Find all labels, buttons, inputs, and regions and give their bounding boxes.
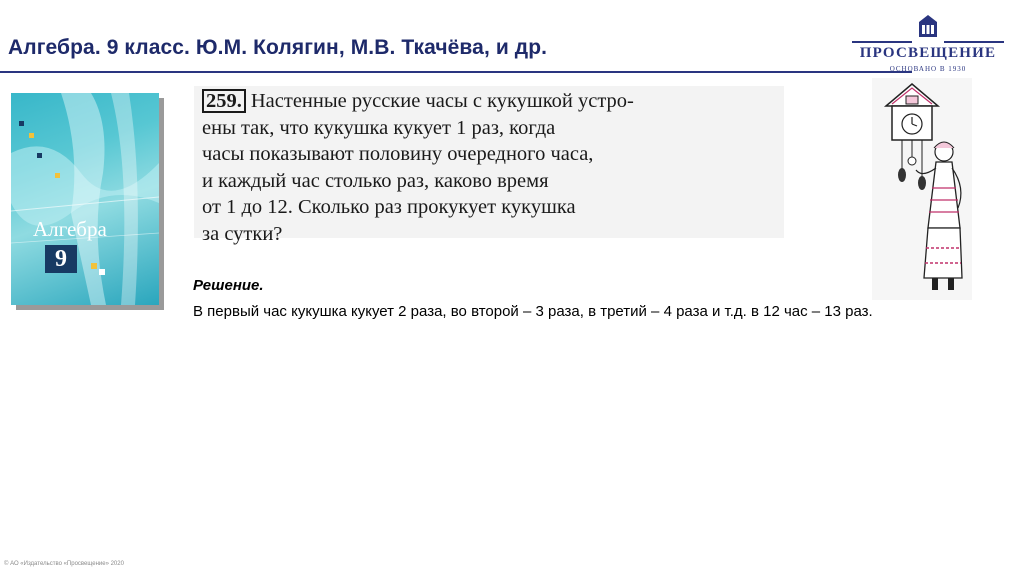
publisher-founded: ОСНОВАНО В 1930 bbox=[889, 65, 967, 73]
building-icon bbox=[918, 14, 938, 38]
problem-line bbox=[202, 88, 780, 115]
cover-grade: 9 bbox=[45, 245, 77, 273]
solution-heading: Решение. bbox=[193, 277, 264, 294]
cover-art bbox=[11, 93, 159, 305]
problem-line: и каждый час столько раз, каково время bbox=[202, 169, 549, 192]
publisher-name: ПРОСВЕЩЕНИЕ bbox=[859, 45, 997, 61]
publisher-logo bbox=[848, 12, 1008, 76]
problem-line-text: Настенные русские часы с кукушкой устро- bbox=[250, 90, 634, 112]
logo-rule-right bbox=[944, 41, 1004, 43]
slide-title: Алгебра. 9 класс. Ю.М. Колягин, М.В. Ткачёва, и др. bbox=[8, 36, 548, 59]
book-cover bbox=[11, 93, 159, 305]
problem-line: ены так, что кукушка кукует 1 раз, когда bbox=[202, 116, 556, 139]
problem-number: 259. bbox=[202, 89, 246, 113]
logo-rule-left bbox=[852, 41, 912, 43]
cuckoo-clock-girl-illustration bbox=[872, 78, 972, 300]
problem-line: за сутки? bbox=[202, 222, 283, 245]
copyright-footer: © АО «Издательство «Просвещение» 2020 bbox=[4, 561, 124, 567]
problem-line: часы показывают половину очередного часа, bbox=[202, 143, 594, 165]
title-divider bbox=[0, 71, 912, 73]
problem-line: от 1 до 12. Сколько раз прокукует кукушка bbox=[202, 196, 576, 218]
solution-text: В первый час кукушка кукует 2 раза, во второй – 3 раза, в третий – 4 раза и т.д. в 12 час – 13 раз. bbox=[193, 303, 873, 320]
cover-title: Алгебра bbox=[33, 217, 107, 241]
problem-text bbox=[202, 88, 780, 247]
